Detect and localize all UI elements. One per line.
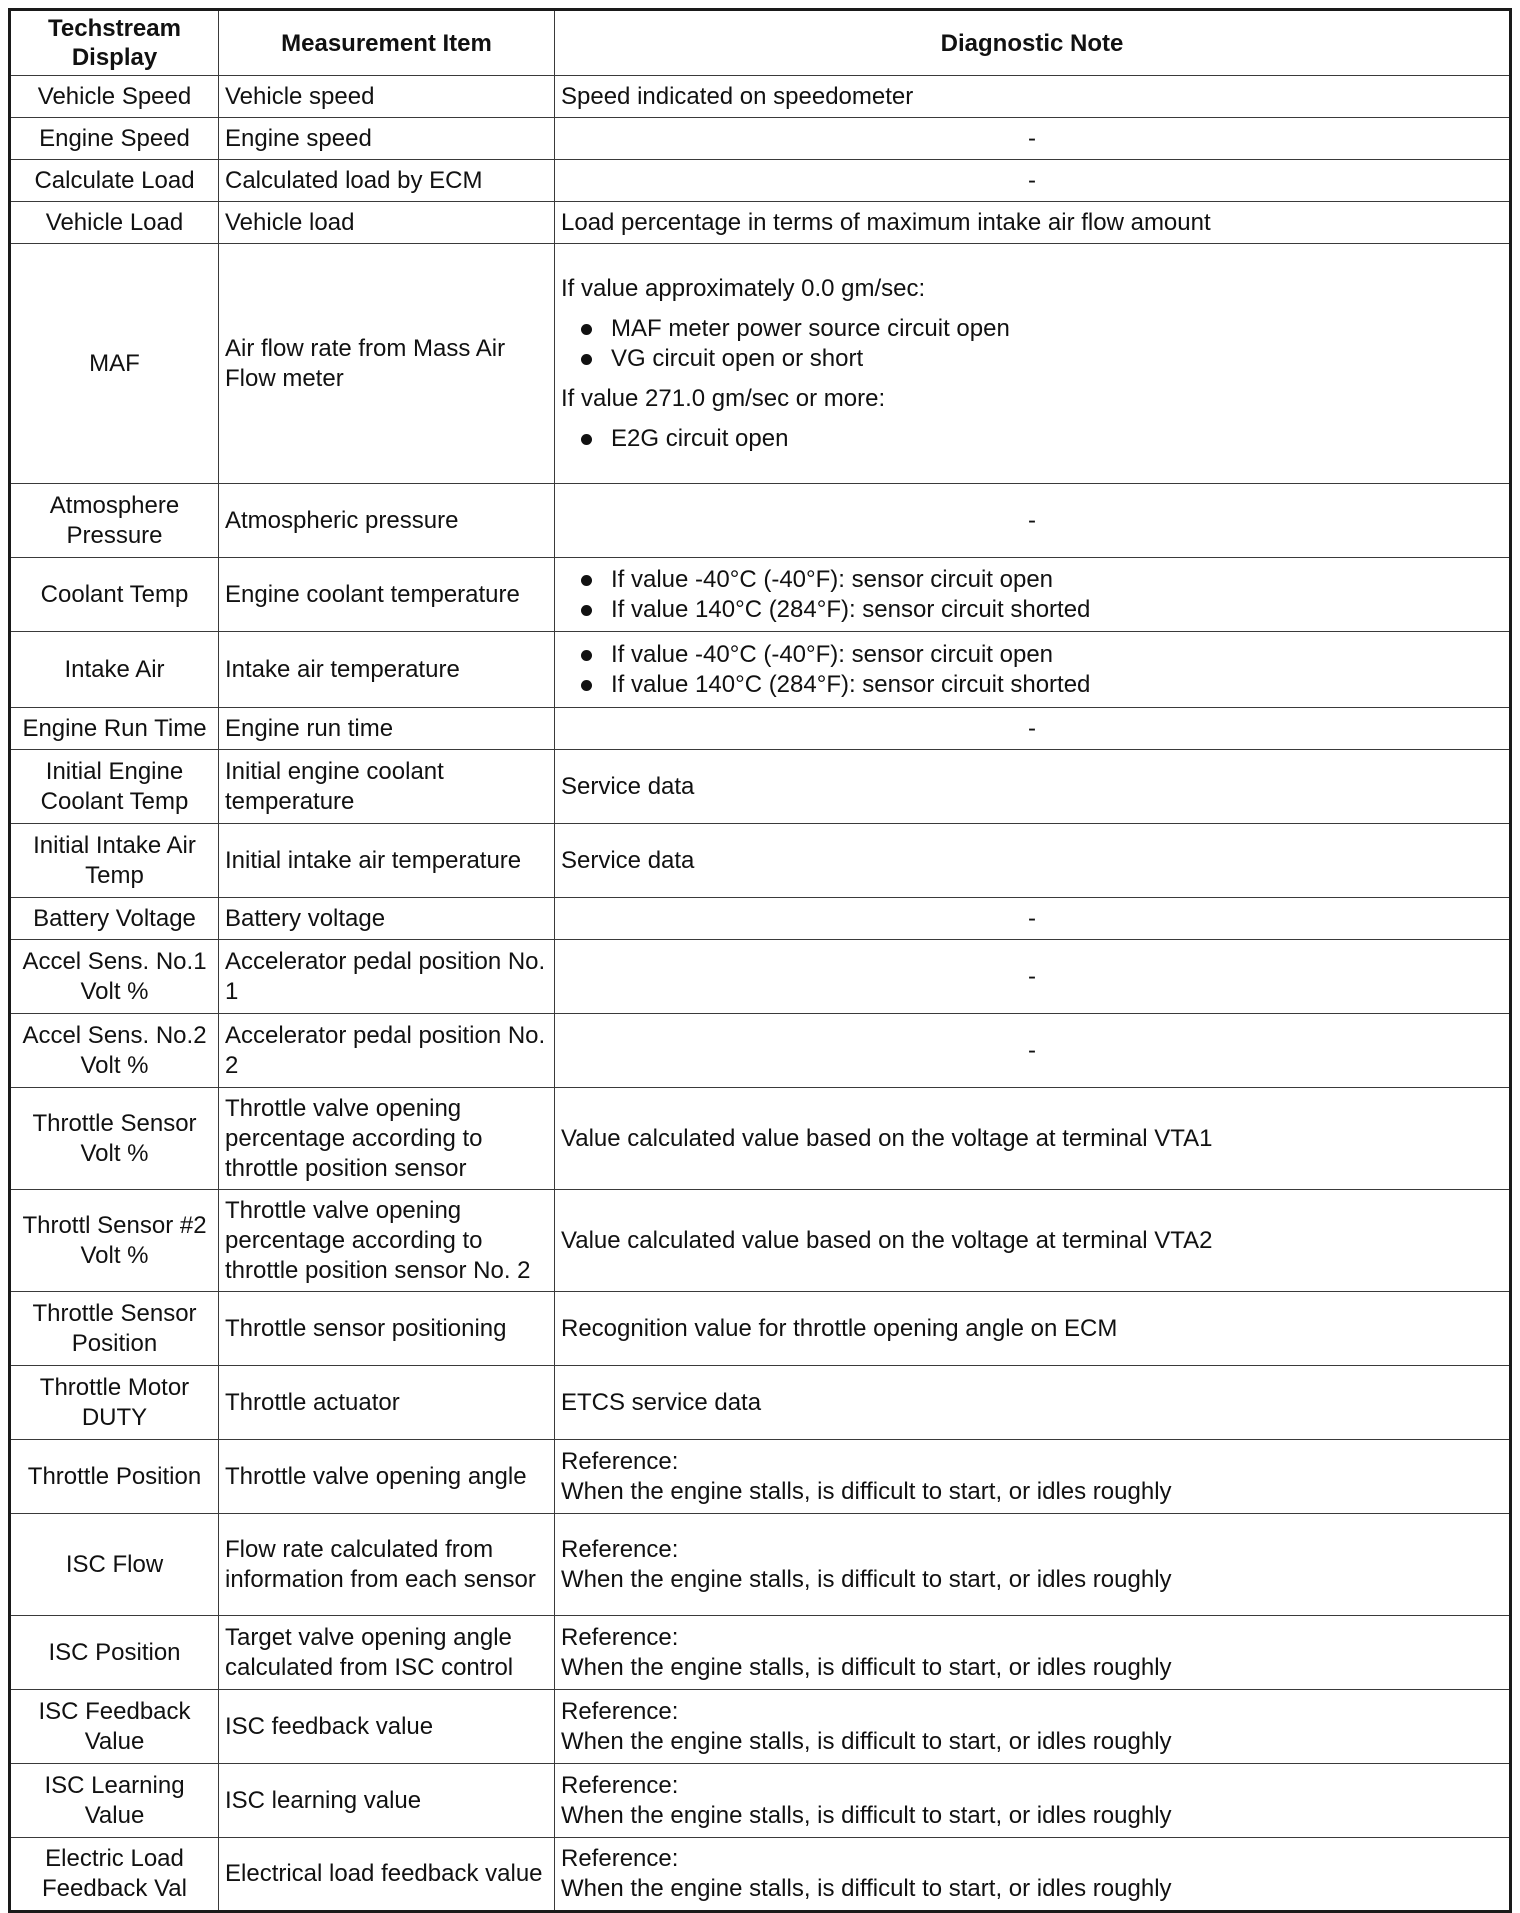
diagnostic-note-cell xyxy=(555,1616,1511,1690)
diagnostic-note-cell xyxy=(555,1690,1511,1764)
techstream-display-cell: ISC Feedback Value xyxy=(10,1690,219,1764)
header-measurement-item: Measurement Item xyxy=(219,10,555,76)
measurement-item-cell: ISC feedback value xyxy=(219,1690,555,1764)
note-line: Value calculated value based on the voltage at terminal VTA2 xyxy=(561,1226,1213,1254)
measurement-item-cell: Vehicle load xyxy=(219,202,555,244)
note-line: Reference: xyxy=(561,1771,679,1799)
table-row xyxy=(10,558,1511,632)
header-techstream-display: Techstream Display xyxy=(10,10,219,76)
techstream-display-cell: Vehicle Load xyxy=(10,202,219,244)
diagnostic-note-cell xyxy=(555,1190,1511,1292)
techstream-display-cell: Electric Load Feedback Val xyxy=(10,1838,219,1912)
note-line: - xyxy=(1028,166,1036,194)
techstream-display-cell: Engine Speed xyxy=(10,118,219,160)
techstream-display-cell: Coolant Temp xyxy=(10,558,219,632)
note-paragraph: If value approximately 0.0 gm/sec: xyxy=(561,274,926,302)
measurement-item-cell: Vehicle speed xyxy=(219,76,555,118)
table-row xyxy=(10,708,1511,750)
table-row xyxy=(10,1014,1511,1088)
diagnostic-note-cell xyxy=(555,484,1511,558)
techstream-display-cell: Initial Intake Air Temp xyxy=(10,824,219,898)
note-line: - xyxy=(1028,124,1036,152)
techstream-display-cell: ISC Flow xyxy=(10,1514,219,1616)
diagnostic-note-cell xyxy=(555,632,1511,708)
measurement-item-cell: Accelerator pedal position No. 2 xyxy=(219,1014,555,1088)
measurement-item-cell: Flow rate calculated from information from each sensor xyxy=(219,1514,555,1616)
note-bullet-item: If value -40°C (-40°F): sensor circuit open xyxy=(561,565,1503,595)
techstream-display-cell: Throttle Sensor Position xyxy=(10,1292,219,1366)
table-row xyxy=(10,824,1511,898)
table-row xyxy=(10,202,1511,244)
techstream-display-cell: Atmosphere Pressure xyxy=(10,484,219,558)
techstream-display-cell: Throttle Motor DUTY xyxy=(10,1366,219,1440)
measurement-item-cell: Engine coolant temperature xyxy=(219,558,555,632)
note-line: When the engine stalls, is difficult to start, or idles roughly xyxy=(561,1653,1172,1681)
note-line: - xyxy=(1028,962,1036,990)
note-bullet-list xyxy=(561,640,1503,700)
table-row xyxy=(10,1088,1511,1190)
diagnostic-note-cell xyxy=(555,824,1511,898)
table-row xyxy=(10,484,1511,558)
diagnostic-note-cell xyxy=(555,708,1511,750)
table-row xyxy=(10,160,1511,202)
diagnostic-note-cell xyxy=(555,558,1511,632)
note-line: Reference: xyxy=(561,1697,679,1725)
table-row xyxy=(10,1190,1511,1292)
techstream-display-cell: Vehicle Speed xyxy=(10,76,219,118)
note-bullet-item: If value 140°C (284°F): sensor circuit shorted xyxy=(561,595,1503,625)
table-row xyxy=(10,1616,1511,1690)
techstream-display-cell: Intake Air xyxy=(10,632,219,708)
note-line: Reference: xyxy=(561,1447,679,1475)
diagnostic-note-cell xyxy=(555,1764,1511,1838)
techstream-display-cell: Battery Voltage xyxy=(10,898,219,940)
diagnostic-note-cell xyxy=(555,76,1511,118)
note-line: - xyxy=(1028,904,1036,932)
measurement-item-cell: Electrical load feedback value xyxy=(219,1838,555,1912)
measurement-item-cell: Throttle valve opening percentage according to throttle position sensor No. 2 xyxy=(219,1190,555,1292)
techstream-display-cell: MAF xyxy=(10,244,219,484)
note-line: Speed indicated on speedometer xyxy=(561,82,914,110)
diagnostic-data-table xyxy=(8,8,1512,1913)
table-row xyxy=(10,1690,1511,1764)
note-line: Load percentage in terms of maximum intake air flow amount xyxy=(561,208,1211,236)
diagnostic-note-cell xyxy=(555,940,1511,1014)
header-diagnostic-note: Diagnostic Note xyxy=(555,10,1511,76)
note-line: When the engine stalls, is difficult to start, or idles roughly xyxy=(561,1801,1172,1829)
measurement-item-cell: Intake air temperature xyxy=(219,632,555,708)
note-line: Reference: xyxy=(561,1623,679,1651)
table-row xyxy=(10,1514,1511,1616)
techstream-display-cell: Initial Engine Coolant Temp xyxy=(10,750,219,824)
diagnostic-note-cell xyxy=(555,1514,1511,1616)
note-line: Value calculated value based on the voltage at terminal VTA1 xyxy=(561,1124,1213,1152)
note-bullet-item: E2G circuit open xyxy=(561,424,1503,454)
table-row xyxy=(10,750,1511,824)
note-line: Service data xyxy=(561,846,695,874)
measurement-item-cell: Initial engine coolant temperature xyxy=(219,750,555,824)
table-row xyxy=(10,1366,1511,1440)
table-row xyxy=(10,1764,1511,1838)
table-row xyxy=(10,1440,1511,1514)
note-line: When the engine stalls, is difficult to start, or idles roughly xyxy=(561,1875,1172,1902)
measurement-item-cell: Throttle valve opening percentage according to throttle position sensor xyxy=(219,1088,555,1190)
note-bullet-item: If value -40°C (-40°F): sensor circuit open xyxy=(561,640,1503,670)
note-bullet-item: If value 140°C (284°F): sensor circuit shorted xyxy=(561,670,1503,700)
measurement-item-cell: Throttle valve opening angle xyxy=(219,1440,555,1514)
note-line: Recognition value for throttle opening angle on ECM xyxy=(561,1314,1118,1342)
note-bullet-item: MAF meter power source circuit open xyxy=(561,314,1503,344)
diagnostic-note-cell xyxy=(555,1440,1511,1514)
note-line: Reference: xyxy=(561,1845,679,1872)
techstream-display-cell: Calculate Load xyxy=(10,160,219,202)
note-line: - xyxy=(1028,506,1036,534)
header-row xyxy=(10,10,1511,76)
table-row xyxy=(10,940,1511,1014)
note-line: - xyxy=(1028,714,1036,742)
diagnostic-note-cell xyxy=(555,898,1511,940)
table-row xyxy=(10,76,1511,118)
techstream-display-cell: ISC Learning Value xyxy=(10,1764,219,1838)
measurement-item-cell: Throttle actuator xyxy=(219,1366,555,1440)
note-line: When the engine stalls, is difficult to start, or idles roughly xyxy=(561,1565,1172,1593)
measurement-item-cell: ISC learning value xyxy=(219,1764,555,1838)
measurement-item-cell: Air flow rate from Mass Air Flow meter xyxy=(219,244,555,484)
measurement-item-cell: Calculated load by ECM xyxy=(219,160,555,202)
diagnostic-note-cell xyxy=(555,244,1511,484)
techstream-display-cell: Throttle Position xyxy=(10,1440,219,1514)
diagnostic-note-cell xyxy=(555,202,1511,244)
techstream-display-cell: Accel Sens. No.2 Volt % xyxy=(10,1014,219,1088)
note-line: ETCS service data xyxy=(561,1388,762,1416)
diagnostic-note-cell xyxy=(555,1366,1511,1440)
measurement-item-cell: Atmospheric pressure xyxy=(219,484,555,558)
note-line: When the engine stalls, is difficult to start, or idles roughly xyxy=(561,1477,1172,1505)
table-row xyxy=(10,898,1511,940)
table-row xyxy=(10,244,1511,484)
note-line: When the engine stalls, is difficult to start, or idles roughly xyxy=(561,1727,1172,1755)
note-bullet-list xyxy=(561,565,1503,625)
measurement-item-cell: Throttle sensor positioning xyxy=(219,1292,555,1366)
diagnostic-note-cell xyxy=(555,1838,1511,1912)
techstream-display-cell: Throttl Sensor #2 Volt % xyxy=(10,1190,219,1292)
measurement-item-cell: Initial intake air temperature xyxy=(219,824,555,898)
note-line: Reference: xyxy=(561,1535,679,1563)
note-line: Service data xyxy=(561,772,695,800)
measurement-item-cell: Accelerator pedal position No. 1 xyxy=(219,940,555,1014)
note-bullet-list xyxy=(561,314,1503,374)
diagnostic-note-cell xyxy=(555,1088,1511,1190)
note-line: - xyxy=(1028,1036,1036,1064)
measurement-item-cell: Engine run time xyxy=(219,708,555,750)
table-row xyxy=(10,1292,1511,1366)
diagnostic-note-cell xyxy=(555,160,1511,202)
measurement-item-cell: Target valve opening angle calculated from ISC control xyxy=(219,1616,555,1690)
table-row xyxy=(10,118,1511,160)
measurement-item-cell: Battery voltage xyxy=(219,898,555,940)
measurement-item-cell: Engine speed xyxy=(219,118,555,160)
table-row xyxy=(10,632,1511,708)
table-row xyxy=(10,1838,1511,1912)
techstream-display-cell: Engine Run Time xyxy=(10,708,219,750)
note-paragraph: If value 271.0 gm/sec or more: xyxy=(561,384,886,412)
diagnostic-note-cell xyxy=(555,750,1511,824)
note-bullet-item: VG circuit open or short xyxy=(561,344,1503,374)
techstream-display-cell: Accel Sens. No.1 Volt % xyxy=(10,940,219,1014)
diagnostic-note-cell xyxy=(555,1292,1511,1366)
techstream-display-cell: Throttle Sensor Volt % xyxy=(10,1088,219,1190)
diagnostic-note-cell xyxy=(555,118,1511,160)
techstream-display-cell: ISC Position xyxy=(10,1616,219,1690)
diagnostic-note-cell xyxy=(555,1014,1511,1088)
note-bullet-list xyxy=(561,424,1503,454)
